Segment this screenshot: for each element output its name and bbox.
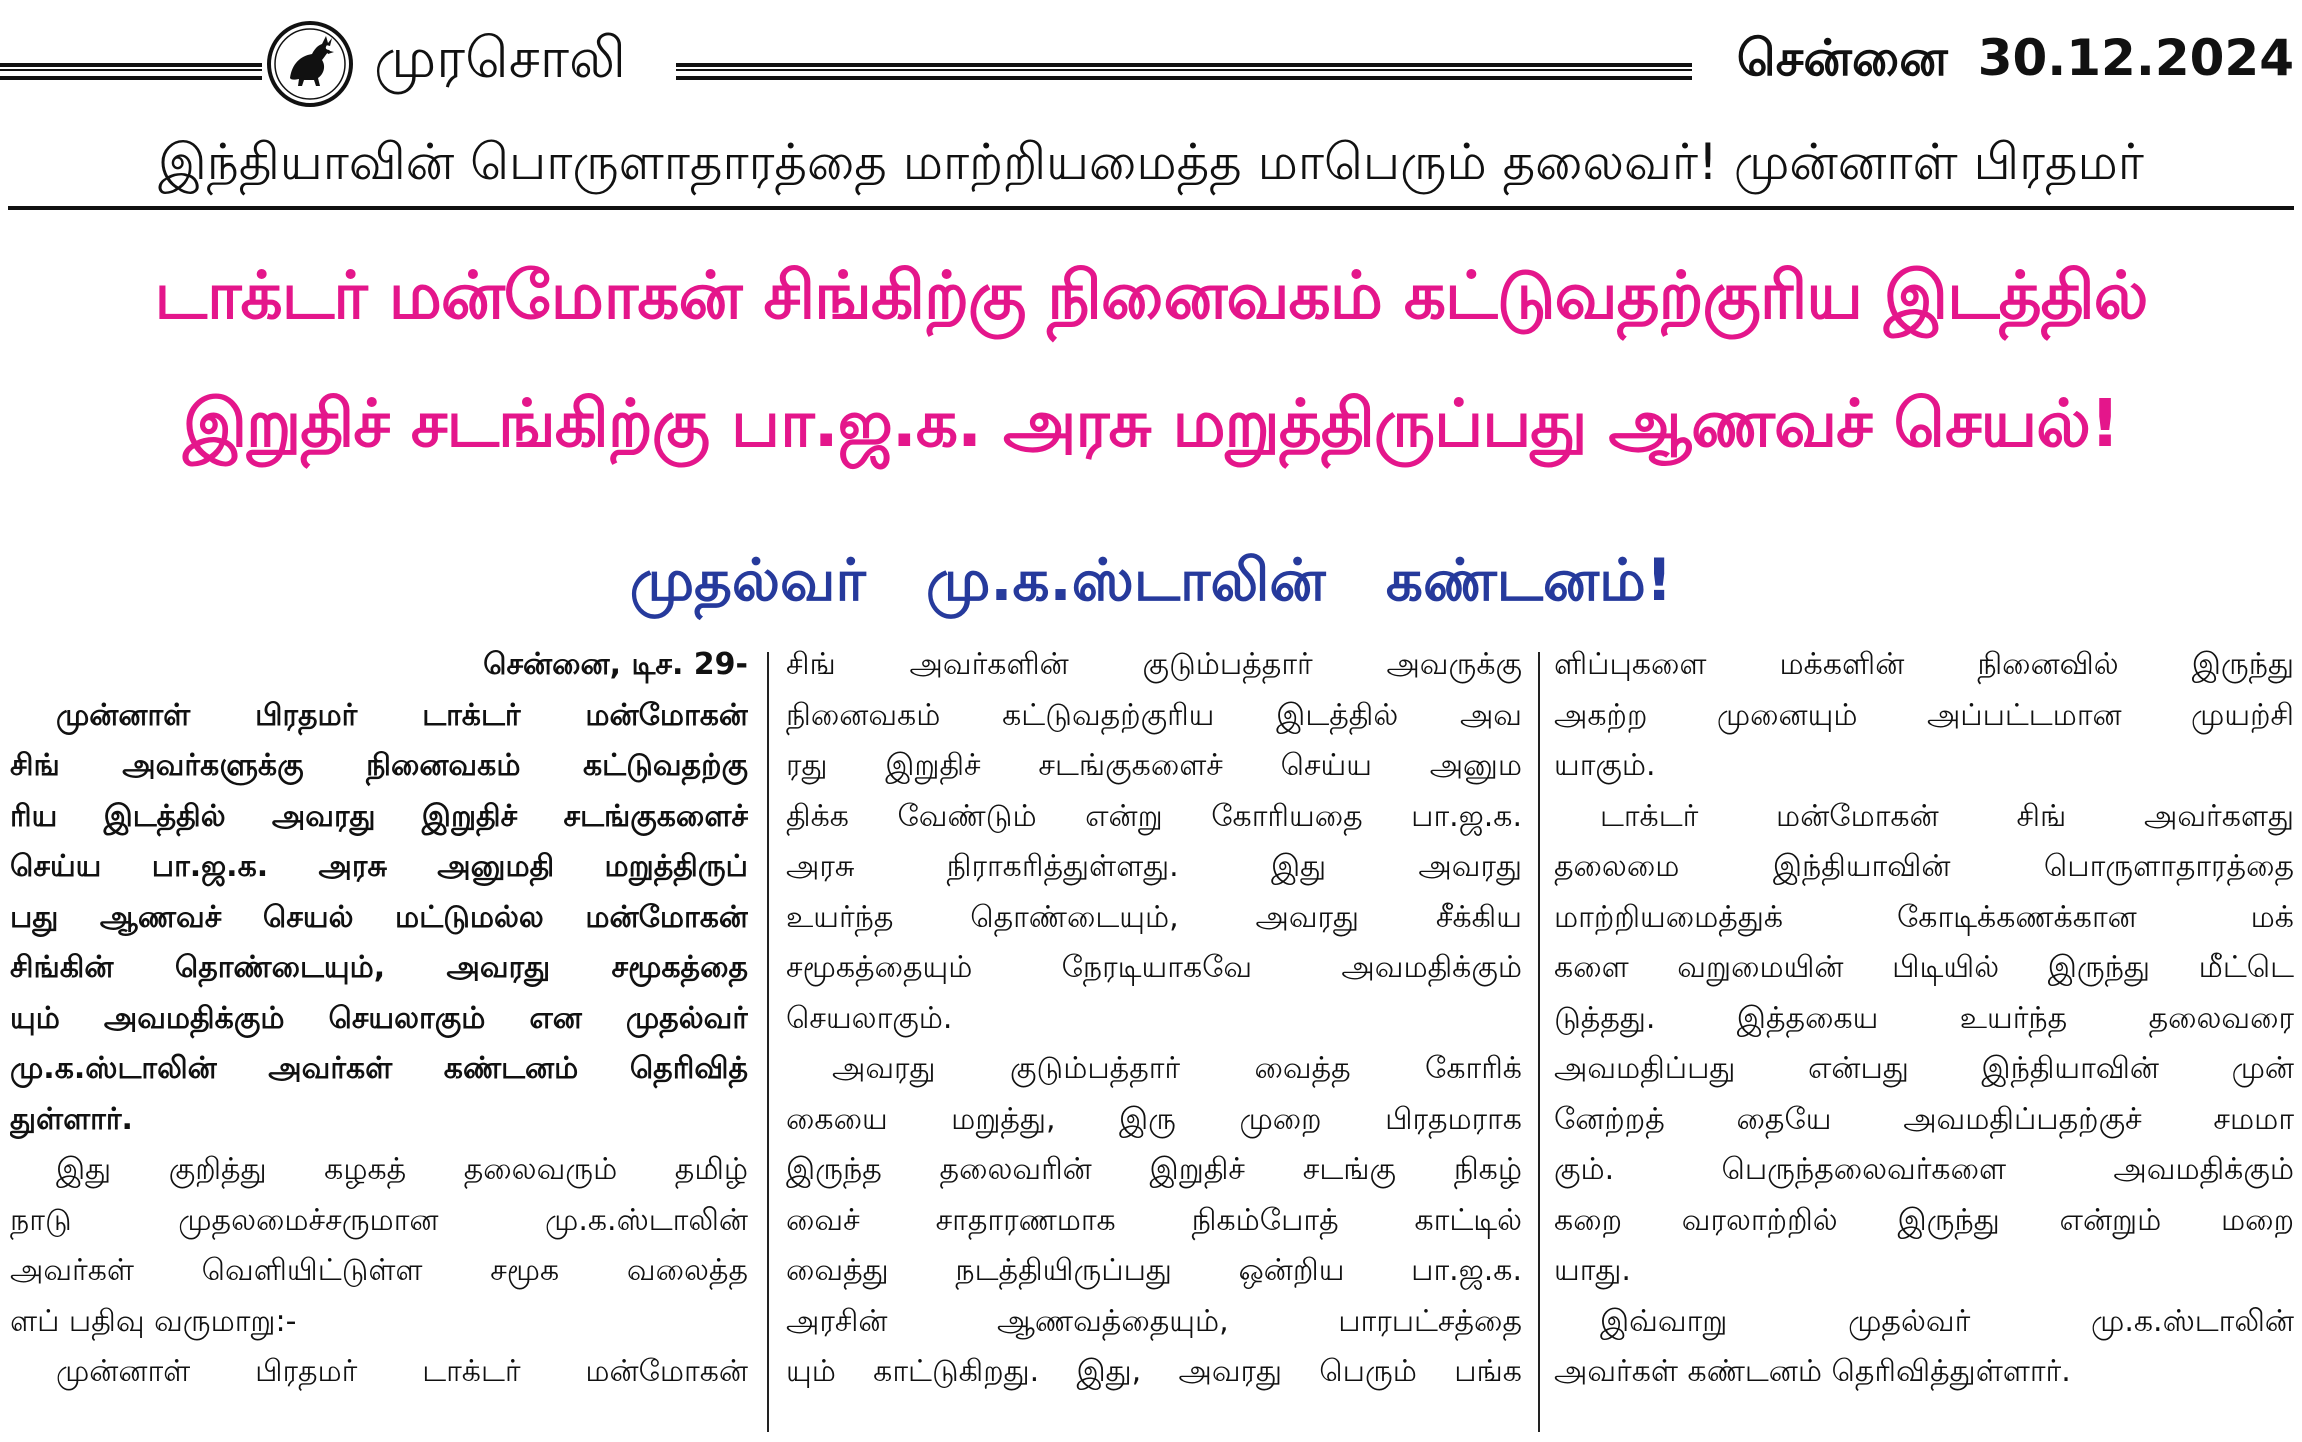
text-line: களை வறுமையின் பிடியில் இருந்து மீட்டெ: [1554, 950, 2294, 985]
text-line: மு.க.ஸ்டாலின் அவர்கள் கண்டனம் தெரிவித்: [10, 1051, 748, 1086]
paragraph: [1554, 640, 2294, 792]
text-line: செயலாகும்.: [786, 1000, 953, 1036]
paragraph: [10, 1347, 748, 1398]
text-line: வைச் சாதாரணமாக நிகம்போத் காட்டில்: [786, 1202, 1522, 1238]
text-line: இருந்த தலைவரின் இறுதிச் சடங்கு நிகழ்: [786, 1152, 1522, 1187]
text-line: டாக்டர் மன்மோகன் சிங் அவர்களது: [1600, 798, 2294, 834]
paragraph: [10, 1145, 748, 1347]
text-line: டுத்தது. இத்தகைய உயர்ந்த தலைவரை: [1554, 1000, 2294, 1036]
text-line: பது ஆணவச் செயல் மட்டுமல்ல மன்மோகன்: [10, 899, 748, 935]
text-line: யும் காட்டுகிறது. இது, அவரது பெரும் பங்க: [786, 1354, 1522, 1389]
text-line: கையை மறுத்து, இரு முறை பிரதமராக: [786, 1101, 1522, 1137]
text-line: துள்ளார்.: [10, 1101, 133, 1137]
text-line: ரிய இடத்தில் அவரது இறுதிச் சடங்குகளைச்: [10, 798, 748, 834]
text-line: ரது இறுதிச் சடங்குகளைச் செய்ய அனும: [786, 748, 1522, 783]
text-line: நாடு முதலமைச்சருமான மு.க.ஸ்டாலின்: [10, 1202, 748, 1238]
article-column-2: [786, 640, 1522, 1440]
text-line: கறை வரலாற்றில் இருந்து என்றும் மறை: [1554, 1202, 2294, 1238]
text-line: சிங் அவர்களின் குடும்பத்தார் அவருக்கு: [786, 647, 1522, 682]
text-line: திக்க வேண்டும் என்று கோரியதை பா.ஜ.க.: [786, 798, 1522, 834]
rooster-emblem-icon: [266, 20, 354, 108]
article-column-3: [1554, 640, 2294, 1440]
main-headline-line-2: இறுதிச் சடங்கிற்கு பா.ஜ.க. அரசு மறுத்திருப்பது ஆணவச் செயல்!: [182, 385, 2120, 462]
text-line: சிங்கின் தொண்டையும், அவரது சமூகத்தை: [10, 950, 748, 985]
article-dateline: சென்னை, டிச. 29-: [483, 647, 748, 682]
newspaper-name: முரசொலி: [374, 26, 626, 91]
text-line: உயர்ந்த தொண்டையும், அவரது சீக்கிய: [786, 899, 1522, 935]
masthead: [0, 8, 2302, 114]
paragraph: [786, 1044, 1522, 1398]
masthead-rule-left: [0, 63, 262, 80]
text-line: முன்னாள் பிரதமர் டாக்டர் மன்மோகன்: [56, 697, 748, 733]
text-line: இது குறித்து கழகத் தலைவரும் தமிழ்: [56, 1152, 748, 1187]
text-line: அவமதிப்பது என்பது இந்தியாவின் முன்: [1554, 1051, 2294, 1086]
text-line: யாது.: [1554, 1253, 1631, 1288]
masthead-city: சென்னை: [1736, 29, 1948, 87]
text-line: செய்ய பா.ஜ.க. அரசு அனுமதி மறுத்திருப்: [10, 849, 748, 884]
paragraph: [1554, 792, 2294, 1297]
text-line: அரசின் ஆணவத்தையும், பாரபட்சத்தை: [786, 1303, 1522, 1339]
main-headline-line-1: டாக்டர் மன்மோகன் சிங்கிற்கு நினைவகம் கட்டுவதற்குரிய இடத்தில்: [154, 257, 2148, 334]
text-line: அவர்கள் வெளியிட்டுள்ள சமூக வலைத்த: [10, 1253, 748, 1288]
text-line: னேற்றத் தையே அவமதிப்பதற்குச் சமமா: [1554, 1101, 2294, 1137]
column-divider-2: [1538, 652, 1540, 1432]
text-line: சிங் அவர்களுக்கு நினைவகம் கட்டுவதற்கு: [10, 748, 748, 783]
text-line: சமூகத்தையும் நேரடியாகவே அவமதிக்கும்: [786, 950, 1522, 985]
text-line: அரசு நிராகரித்துள்ளது. இது அவரது: [786, 849, 1522, 884]
kicker-divider: [8, 206, 2294, 210]
paragraph: [1554, 1297, 2294, 1398]
text-line: முன்னாள் பிரதமர் டாக்டர் மன்மோகன்: [56, 1354, 748, 1389]
text-line: அவர்கள் கண்டனம் தெரிவித்துள்ளார்.: [1554, 1354, 2071, 1389]
text-line: இவ்வாறு முதல்வர் மு.க.ஸ்டாலின்: [1600, 1303, 2294, 1339]
masthead-date: 30.12.2024: [1977, 29, 2294, 87]
text-line: வைத்து நடத்தியிருப்பது ஒன்றிய பா.ஜ.க.: [786, 1253, 1522, 1288]
lead-paragraph: [10, 691, 748, 1146]
text-line: அகற்ற முனையும் அப்பட்டமான முயற்சி: [1554, 697, 2294, 733]
article-column-1: [10, 640, 748, 1440]
text-line: தலைமை இந்தியாவின் பொருளாதாரத்தை: [1554, 849, 2294, 884]
text-line: யும் அவமதிக்கும் செயலாகும் என முதல்வர்: [10, 1000, 748, 1036]
text-line: யாகும்.: [1554, 748, 1656, 783]
text-line: நினைவகம் கட்டுவதற்குரிய இடத்தில் அவ: [786, 697, 1522, 733]
masthead-rule-right: [676, 63, 1692, 80]
kicker-headline: இந்தியாவின் பொருளாதாரத்தை மாற்றியமைத்த மாபெரும் தலைவர்! முன்னாள் பிரதமர்: [158, 133, 2144, 191]
column-divider-1: [767, 652, 769, 1432]
text-line: ளிப்புகளை மக்களின் நினைவில் இருந்து: [1554, 647, 2294, 682]
text-line: அவரது குடும்பத்தார் வைத்த கோரிக்: [832, 1051, 1522, 1086]
text-line: ளப் பதிவு வருமாறு:-: [10, 1303, 297, 1339]
text-line: மாற்றியமைத்துக் கோடிக்கணக்கான மக்: [1554, 899, 2294, 935]
masthead-dateline: [1737, 22, 2294, 94]
text-line: கும். பெருந்தலைவர்களை அவமதிக்கும்: [1554, 1152, 2294, 1187]
subheadline: முதல்வர் மு.க.ஸ்டாலின் கண்டனம்!: [629, 546, 1673, 614]
paragraph: [786, 640, 1522, 1044]
